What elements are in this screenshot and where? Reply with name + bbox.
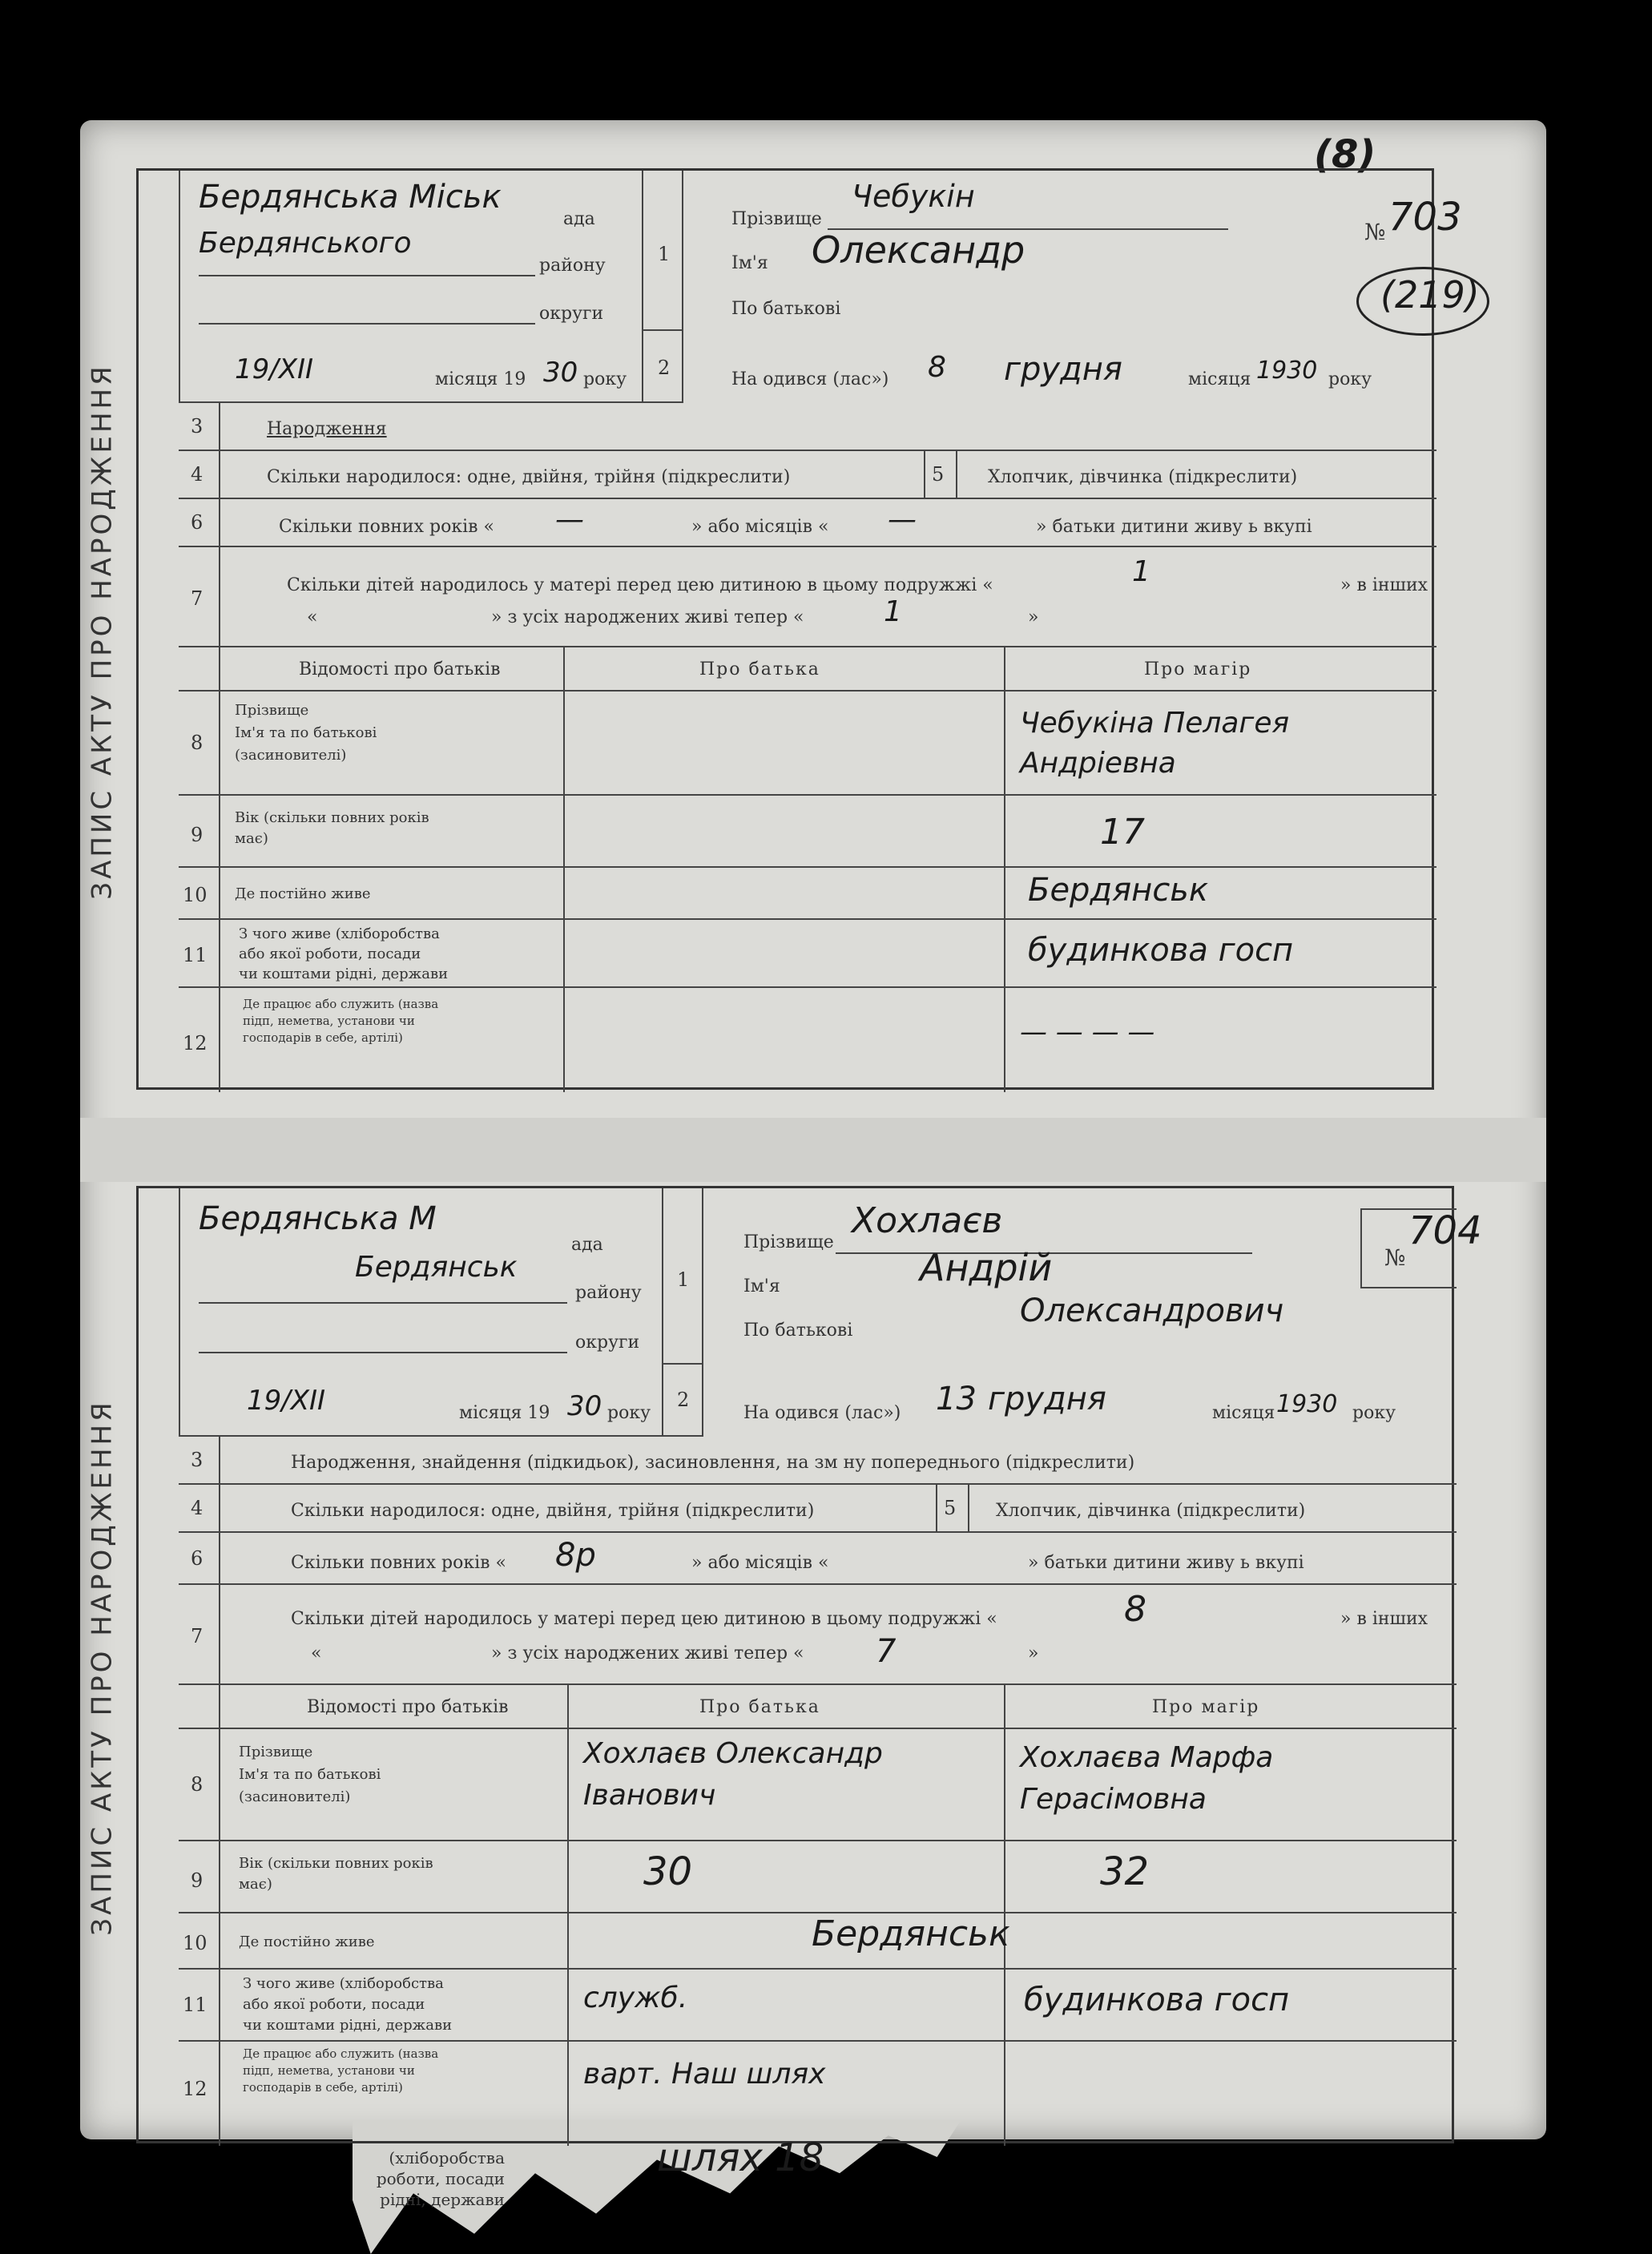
rada-label: ада [563, 209, 595, 229]
surname-label: Прізвище [731, 209, 822, 229]
archive-number: (219) [1380, 273, 1480, 317]
child-name: Олександр [812, 228, 1025, 272]
child-surname: Хохлаєв [852, 1200, 1003, 1241]
born-month-label: місяця [1188, 369, 1251, 389]
mother-age: 32 [1100, 1849, 1150, 1894]
children-alive: 1 [884, 595, 902, 628]
months-together: — [888, 503, 917, 536]
reg-date: 19/XII [247, 1385, 326, 1417]
reg-year: 30 [543, 357, 578, 389]
fragment-handwriting: шлях 18 [657, 2135, 824, 2180]
residence: Бердянськ [812, 1913, 1010, 1954]
rada-value: Бердянська Міськ [199, 179, 502, 216]
birth-record-1: ЗАПИС АКТУ ПРО НАРОДЖЕННЯ Бердянська Міськ ада Бердянського району округи 19/XII місяця 19 30 року 1 2 Прізвище Чебукін Ім'я Олександр По батькові № 703 (219) На одився (лас») 8 грудня місяця 1930 року 3 Народження 4 Скільки народилося: одне, двійня, трійня (підкреслити) 5 Хлопчик, дівчинка (підкреслити) 6 Скільки повних років « — » або місяців « — » батьки дитини живу ь вкупі 7 Скільки дітей народилось у матері перед цею дитиною в цьому подружжі « 1 » в інших « » з усіх народжених живі тепер « 1 » Відомості про батьків Про батька Про магір 8 Прізвище Ім'я та по батькові (засиновителі) Чебукіна Пелагея Андріевна 9 Вік (скільки повних років має) 17 10 Де постійно живе Бердянськ 11 З чого живе (хліборобства або якої роботи, посади чи коштами рідні, держави будинкова госп 12 Де працює або служить (назва підп, неметва, установи чи господарів в себе, артілі) — — — — [136, 168, 1434, 1090]
record-number: 704 [1408, 1208, 1482, 1253]
vertical-title: ЗАПИС АКТУ ПРО НАРОДЖЕННЯ [87, 1398, 119, 1936]
record-number: 703 [1388, 195, 1462, 240]
workplace: варт. Наш шлях [583, 2058, 826, 2091]
rada-value: Бердянська М [199, 1200, 437, 1237]
raion-value: Бердянського [199, 227, 412, 260]
fold-band [80, 1118, 1546, 1182]
children-alive: 7 [876, 1633, 897, 1670]
sheet-number: (8) [1314, 132, 1376, 177]
child-name: Андрій [920, 1246, 1053, 1289]
raion-value: Бердянськ [355, 1251, 518, 1284]
okrug-label: округи [539, 304, 604, 324]
row3-text: Народження, знайдення (підкидьок), засиновлення, на зм ну попереднього (підкреслити) [291, 1453, 1135, 1473]
children-before: 8 [1124, 1589, 1146, 1630]
name-label: Ім'я [731, 253, 768, 273]
vertical-title: ЗАПИС АКТУ ПРО НАРОДЖЕННЯ [87, 363, 119, 900]
birth-record-2: ЗАПИС АКТУ ПРО НАРОДЖЕННЯ Бердянська М ада Бердянськ району округи 19/XII місяця 19 30 року 1 2 Прізвище Хохлаєв Ім'я Андрій По батькові Олександрович № 704 На одився (лас») 13 грудня місяця 1930 року 3 Народження, знайдення (підкидьок), засиновлення, на зм ну попереднього (підкреслити) 4 Скільки народилося: одне, двійня, трійня (підкреслити) 5 Хлопчик, дівчинка (підкреслити) 6 Скільки повних років « 8р » або місяців « » батьки дитини живу ь вкупі 7 Скільки дітей народилось у матері перед цею дитиною в цьому подружжі « 8 » в інших « » з усіх народжених живі тепер « 7 » Відомості про батьків Про батька Про магір 8 Прізвище Ім'я та по батькові (засиновителі) Хохлаєв Олександр Іванович Хохлаєва Марфа Герасімовна 9 Вік (скільки повних років має) 30 32 10 Де постійно живе Бердянськ 11 З чого живе (хліборобства або якої роботи, посади чи коштами рідні, держави служб. будинкова госп 12 Де працює або служить (назва підп, неметва, установи чи господарів в себе, артілі) варт. Наш шлях [136, 1186, 1454, 2143]
fragment-label: (хліборобства роботи, посади рідні, держави [376, 2148, 505, 2209]
born-day: 8 [928, 351, 946, 384]
years-together: — [555, 503, 584, 536]
year-label: року [583, 369, 627, 389]
child-surname: Чебукін [852, 179, 975, 214]
patronymic-label: По батькові [731, 299, 841, 319]
father-occupation: служб. [583, 1982, 688, 2014]
born-year: 1930 [1256, 357, 1318, 385]
row5-text: Хлопчик, дівчинка (підкреслити) [988, 467, 1298, 487]
born-month: грудня [988, 1381, 1106, 1417]
mother-occupation: будинкова госп [1024, 1982, 1290, 2018]
born-year: 1930 [1276, 1390, 1338, 1418]
row3-text: Народження [267, 419, 387, 439]
workplace: — — — — [1020, 1016, 1155, 1048]
mother-occupation: будинкова госп [1028, 932, 1294, 969]
row4-text: Скільки народилося: одне, двійня, трійня (підкреслити) [267, 467, 791, 487]
child-patronymic: Олександрович [1020, 1292, 1284, 1329]
month-label: місяця 19 [435, 369, 526, 389]
reg-year: 30 [567, 1390, 602, 1422]
born-day: 13 [936, 1381, 977, 1417]
father-age: 30 [643, 1849, 693, 1894]
reg-date: 19/XII [235, 353, 314, 385]
children-before: 1 [1132, 555, 1150, 588]
born-year-label: року [1328, 369, 1372, 389]
born-month: грудня [1004, 351, 1122, 388]
father-name: Хохлаєв Олександр Іванович [583, 1737, 883, 1812]
years-together: 8р [555, 1537, 596, 1574]
mother-name: Хохлаєва Марфа Герасімовна [1020, 1741, 1274, 1816]
mother-age: 17 [1100, 812, 1145, 853]
residence: Бердянськ [1028, 872, 1209, 909]
born-label: На одився (лас») [731, 369, 889, 389]
raion-label: району [539, 256, 606, 276]
mother-name: Чебукіна Пелагея Андріевна [1020, 707, 1290, 780]
